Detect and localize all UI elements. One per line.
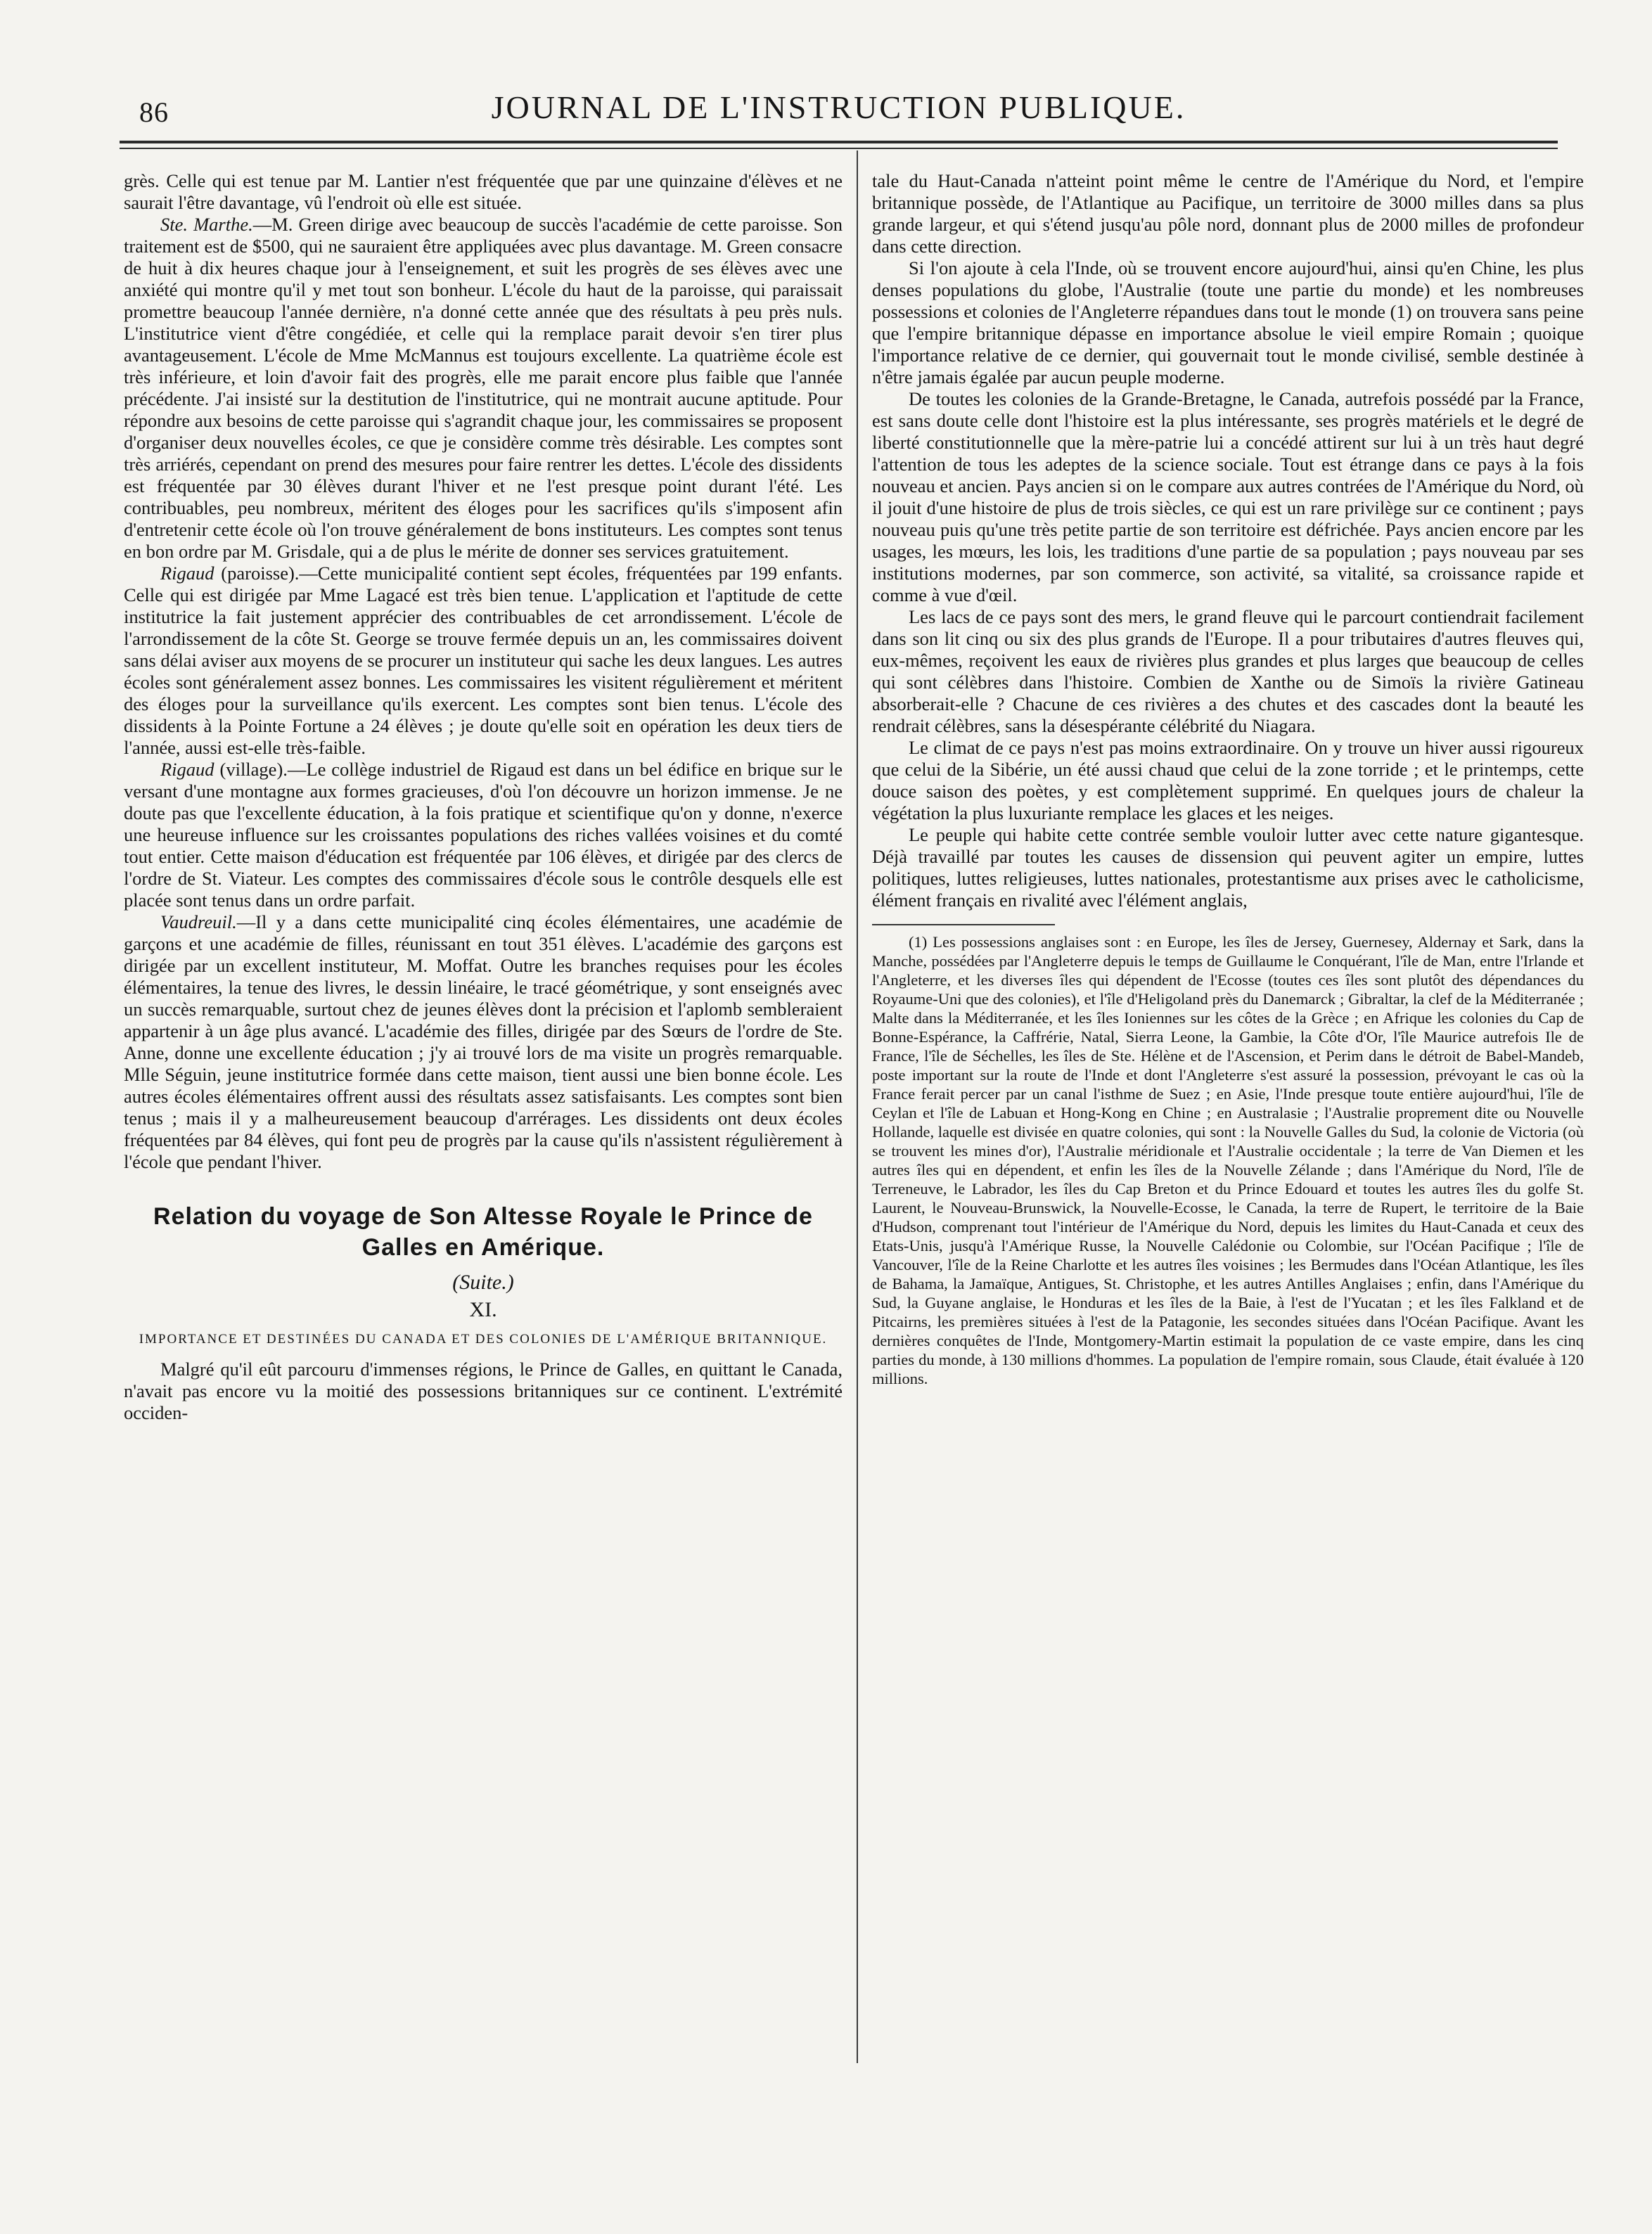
page-header — [120, 77, 1558, 134]
place-name: Rigaud — [160, 759, 214, 780]
chapter-subtitle: IMPORTANCE ET DESTINÉES DU CANADA ET DES COLONIES DE L'AMÉRIQUE BRITANNIQUE. — [139, 1332, 828, 1347]
section-suite: (Suite.) — [452, 1271, 514, 1294]
paragraph-ste-marthe — [124, 214, 843, 563]
page-number: 86 — [139, 96, 169, 128]
paragraph-text: (village).—Le collège industriel de Rigaud est dans un bel édifice en brique sur le versant d'une montagne aux formes gracieuses, d'où l'on découvre un horizon immense. Je ne doute pas que l'excellente éducation, à la fois pratique et scientifique qu'on y donne, n'exerce une heureuse influence sur les croissantes populations des riches vallées voisines et du comté tout entier. Cette maison d'éducation est fréquentée par 106 élèves, et dirigée par des clercs de l'ordre de St. Viateur. Les comptes des commissaires d'école sous le contrôle desquels elle est placée sont tenus dans un ordre parfait. — [124, 759, 843, 911]
paragraph-text: —Il y a dans cette municipalité cinq écoles élémentaires, une académie de garçons et une académie de filles, réunissant en tout 351 élèves. L'académie des garçons est dirigée par un excellent instituteur, M. Moffat. Outre les branches requises pour les écoles élémentaires, la tenue des livres, le dessin linéaire, le tracé géométrique, y sont enseignés avec un succès remarquable, surtout chez de jeunes élèves dont la précision et l'aplomb sembleraient appartenir à un âge plus avancé. L'académie des filles, dirigée par des Sœurs de l'ordre de Ste. Anne, donne une excellente éducation ; j'y ai trouvé lors de ma visite un progrès remarquable. Mlle Séguin, jeune institutrice formée dans cette maison, tient aussi une bien bonne école. Les autres écoles élémentaires offrent aussi des résultats assez satisfaisants. Les comptes sont bien tenus ; mais il y a malheureusement beaucoup d'arrérages. Les dissidents ont deux écoles fréquentées par 84 élèves, qui font peu de progrès par la cause qu'ils n'assistent régulièrement à l'école que pendant l'hiver. — [124, 911, 843, 1172]
right-column — [872, 170, 1584, 1388]
footnote-rule — [872, 924, 1055, 925]
paragraph-text: —M. Green dirige avec beaucoup de succès l'académie de cette paroisse. Son traitement est de $500, qui ne sauraient être appliquées avec plus davantage. M. Green consacre de huit à dix heures chaque jour à l'enseignement, et suit les progrès de ses élèves avec une anxiété qui montre qu'il y met tout son bonheur. L'école du haut de la paroisse, qui paraissait promettre beaucoup l'année dernière, n'a donné cette année que des résultats à peu près nuls. L'institutrice vient d'être congédiée, et celle qui la remplace parait devoir s'en tirer plus avantageusement. L'école de Mme McMannus est toujours excellente. La quatrième école est très inférieure, et loin d'avoir fait des progrès, elle me parait encore plus faible que l'année précédente. J'ai insisté sur la destitution de l'institutrice, qui ne montrait aucune aptitude. Pour répondre aux besoins de cette paroisse qui s'agrandit chaque jour, les commissaires se proposent d'organiser deux nouvelles écoles, ce que je considère comme très désirable. Les comptes sont très arriérés, cependant on prend des mesures pour faire rentrer les dettes. L'école des dissidents est fréquentée par 30 élèves durant l'hiver et ne l'est presque point durant l'été. Les contribuables, peu nombreux, méritent des éloges pour les sacrifices qu'ils s'imposent afin d'entretenir cette école où l'on trouve généralement de bons instituteurs. Les comptes sont tenus en bon ordre par M. Grisdale, qui a de plus le mérite de donner ses services gratuitement. — [124, 214, 843, 562]
paragraph: Malgré qu'il eût parcouru d'immenses régions, le Prince de Galles, en quittant le Canada, n'avait pas encore vu la moitié des possessions britanniques sur ce continent. L'extrémité occiden- — [124, 1359, 843, 1423]
paragraph: De toutes les colonies de la Grande-Bretagne, le Canada, autrefois possédé par la France, est sans doute celle dont l'histoire est la plus intéressante, ses progrès matériels et le degré de liberté constitutionnelle que la mère-patrie lui a concédé attirent sur lui à un très haut degré l'attention de tous les adeptes de la science sociale. Tout est étrange dans ce pays à la fois nouveau et ancien. Pays ancien si on le compare aux autres contrées de l'Amérique du Nord, où il jouit d'une histoire de plus de trois siècles, ce qui est un rare privilège sur ce continent ; pays nouveau puis qu'une très petite partie de son territoire est défrichée. Pays ancien encore par les usages, les mœurs, les lois, les traditions d'une partie de sa population ; pays nouveau par ses institutions modernes, par son commerce, son activité, sa vitalité, sa croissance rapide et comme à vue d'œil. — [872, 388, 1584, 605]
column-divider — [857, 150, 858, 2063]
paragraph-text: (paroisse).—Cette municipalité contient sept écoles, fréquentées par 199 enfants. Celle qui est dirigée par Mme Lagacé est très bien tenue. L'application et l'aptitude de cette institutrice la fait justement apprécier des contribuables de cet arrondissement. L'école de l'arrondissement de la côte St. George se trouve fermée depuis un an, les commissaires doivent sans délai aviser aux moyens de se procurer un instituteur qui sache les deux langues. Les autres écoles sont généralement assez bonnes. Les commissaires les visitent régulièrement et méritent des éloges pour la surveillance qu'ils exercent. Les comptes sont bien tenus. L'école des dissidents à la Pointe Fortune a 24 élèves ; je doute qu'elle soit en opération les deux tiers de l'année, aussi est-elle très-faible. — [124, 563, 843, 758]
paragraph: Le peuple qui habite cette contrée semble vouloir lutter avec cette nature gigantesque. Déjà travaillé par toutes les causes de dissension qui peuvent agiter un empire, luttes politiques, luttes religieuses, luttes nationales, protestantisme aux prises avec le catholicisme, élément français en rivalité avec l'élément anglais, — [872, 824, 1584, 911]
footnote: (1) Les possessions anglaises sont : en Europe, les îles de Jersey, Guernesey, Aldernay et Sark, dans la Manche, possédées par l'Angleterre depuis le temps de Guillaume le Conquérant, l'île de Man, entre l'Irlande et l'Angleterre, et les diverses îles qui dépendent de l'Ecosse (toutes ces îles sont plutôt des dépendances du Royaume-Uni que des colonies), et l'île d'Heligoland près du Danemarck ; Gibraltar, la clef de la Méditerranée ; Malte dans la Méditerranée, et les îles Ioniennes sur les côtes de la Grèce ; en Afrique les colonies du Cap de Bonne-Espérance, la Caffrérie, Natal, Sierra Leone, la Gambie, la Côte d'Or, l'île Maurice autrefois Ile de France, l'île de Séchelles, les îles de Ste. Hélène et de l'Ascension, et Perim dans le détroit de Babel-Mandeb, poste important sur la route de l'Inde et dont l'Angleterre s'est assuré la possession, prévoyant le cas où la France ferait percer par un canal l'isthme de Suez ; en Asie, l'Inde presque toute entière aujourd'hui, l'île de Ceylan et l'île de Labuan et Hong-Kong en Chine ; en Australasie ; l'Australie proprement dite ou Nouvelle Hollande, laquelle est divisée en quatre colonies, qui sont : la Nouvelle Galles du Sud, la colonie de Victoria (où se trouvent les mines d'or), l'Australie méridionale et l'Australie occidentale ; la terre de Van Diemen et les autres îles qui en dépendent, et enfin les îles de la Nouvelle Zélande ; dans l'Amérique du Nord, l'île de Terreneuve, le Labrador, les îles du Cap Breton et du Prince Edouard et toutes les autres îles du golfe St. Laurent, le Nouveau-Brunswick, la Nouvelle-Ecosse, le Canada, la terre de Rupert, le territoire de la Baie d'Hudson, comprenant tout l'intérieur de l'Amérique du Nord, depuis les limites du Haut-Canada et ceux des Etats-Unis, jusqu'à l'Amérique Russe, la Nouvelle Calédonie ou Colombie, sur l'Océan Pacifique ; l'île de Vancouver, l'île de la Reine Charlotte et les autres îles voisines ; les Bermudes dans l'Océan Atlantique, les îles de Bahama, la Jamaïque, Antigues, St. Christophe, et les autres Antilles Anglaises ; enfin, dans l'Amérique du Sud, la Guyane anglaise, le Honduras et les îles de la Baie, à l'est de l'Yucatan ; et les îles Falkland et de Pitcairns, les premières situées à l'est de la Patagonie, les secondes situées dans l'Océan Pacifique. Avant les dernières conquêtes de l'Inde, Montgomery-Martin estimait la population de ce vaste empire, dans les cinq parties du monde, à 130 millions d'hommes. La population de l'empire romain, sous Claude, était évaluée à 120 millions. — [872, 933, 1584, 1387]
section-title: Relation du voyage de Son Altesse Royale le Prince de Galles en Amérique. — [153, 1203, 813, 1261]
paragraph-rigaud-paroisse — [124, 563, 843, 759]
place-name: Rigaud — [160, 563, 214, 584]
paragraph: grès. Celle qui est tenue par M. Lantier n'est fréquentée que par une quinzaine d'élèves et ne saurait l'être davantage, vû l'endroit où elle est située. — [124, 170, 843, 213]
paragraph: Le climat de ce pays n'est pas moins extraordinaire. On y trouve un hiver aussi rigoureux que celui de la Sibérie, un été aussi chaud que celui de la zone torride ; et le printemps, cette douce saison des poètes, y est complètement supprimé. En quelques jours de chaleur la végétation la plus luxuriante remplace les glaces et les neiges. — [872, 737, 1584, 823]
header-rule-thin — [120, 148, 1558, 149]
header-rule — [120, 141, 1558, 143]
paragraph: tale du Haut-Canada n'atteint point même le centre de l'Amérique du Nord, et l'empire britannique possède, de l'Atlantique au Pacifique, un territoire de 3000 milles dans sa plus grande largeur, et qui s'étend jusqu'au pôle nord, donnant plus de 2000 milles de profondeur dans cette direction. — [872, 170, 1584, 257]
paragraph: Si l'on ajoute à cela l'Inde, où se trouvent encore aujourd'hui, ainsi qu'en Chine, les plus denses populations du globe, l'Australie (toute une partie du monde) et les nombreuses possessions et colonies de l'Angleterre répandues dans tout le monde (1) on trouvera sans peine que l'empire britannique dépasse en importance absolue le vieil empire Romain ; quoique l'importance relative de ce dernier, qui gouvernait tout le monde civilisé, semble destinée à n'être jamais égalée par aucun peuple moderne. — [872, 257, 1584, 387]
paragraph-vaudreuil — [124, 911, 843, 1173]
paragraph-rigaud-village — [124, 759, 843, 911]
place-name: Ste. Marthe. — [160, 214, 253, 235]
place-name: Vaudreuil. — [160, 911, 237, 932]
left-column — [124, 170, 843, 1424]
chapter-number: XI. — [469, 1298, 497, 1321]
paragraph: Les lacs de ce pays sont des mers, le grand fleuve qui le parcourt contiendrait facilement dans son lit cinq ou six des plus grands de l'Europe. Il a pour tributaires d'autres fleuves qui, eux-mêmes, reçoivent les eaux de rivières plus grandes et plus larges que beaucoup de celles qui sont célèbres dans l'histoire. Combien de Xanthe ou de Simoïs la rivière Gatineau absorberait-elle ? Chacune de ces rivières a des chutes et des cascades dont la beauté les rendrait célèbres, sans la désespérante célébrité du Niagara. — [872, 606, 1584, 736]
journal-title: JOURNAL DE L'INSTRUCTION PUBLIQUE. — [491, 89, 1186, 125]
